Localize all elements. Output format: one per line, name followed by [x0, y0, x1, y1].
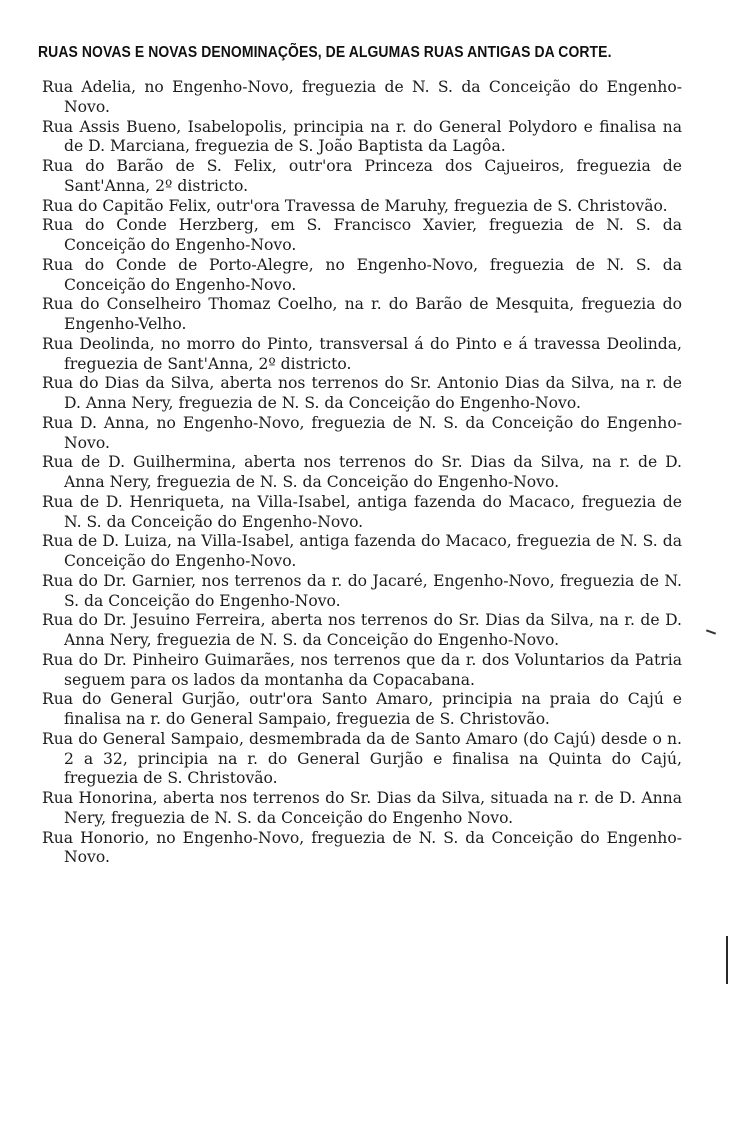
street-entry: Rua do Conde de Porto-Alegre, no Engenho-Novo, freguezia de N. S. da Conceição do Engenho-Novo. — [42, 255, 682, 294]
street-entry: Rua de D. Henriqueta, na Villa-Isabel, antiga fazenda do Macaco, freguezia de N. S. da Conceição do Engenho-Novo. — [42, 492, 682, 531]
street-entry: Rua do Conselheiro Thomaz Coelho, na r. do Barão de Mesquita, freguezia do Engenho-Velho. — [42, 295, 682, 333]
street-entry: Rua de D. Luiza, na Villa-Isabel, antiga fazenda do Macaco, freguezia de N. S. da Conceição do Engenho-Novo. — [42, 532, 682, 570]
margin-mark — [706, 629, 716, 634]
street-entry: Rua do Capitão Felix, outr'ora Travessa de Maruhy, freguezia de S. Christovão. — [42, 196, 668, 215]
street-entry: Rua do Dr. Jesuino Ferreira, aberta nos terrenos do Sr. Dias da Silva, na r. de D. Anna Nery, freguezia de N. S. da Conceição do Engenho-Novo. — [42, 611, 682, 649]
street-entry: Rua do General Gurjão, outr'ora Santo Amaro, principia na praia do Cajú e finalisa na r. do General Sampaio, freguezia de S. Christovão. — [42, 690, 682, 728]
street-list — [42, 78, 682, 868]
street-entry: Rua D. Anna, no Engenho-Novo, freguezia de N. S. da Conceição do Engenho-Novo. — [42, 413, 682, 452]
street-entry: Rua do Conde Herzberg, em S. Francisco Xavier, freguezia de N. S. da Conceição do Engenho-Novo. — [42, 216, 682, 254]
street-entry: Rua do Dr. Garnier, nos terrenos da r. do Jacaré, Engenho-Novo, freguezia de N. S. da Conceição do Engenho-Novo. — [42, 571, 682, 610]
street-entry: Rua Honorio, no Engenho-Novo, freguezia de N. S. da Conceição do Engenho-Novo. — [42, 828, 682, 867]
street-entry: Rua do Dias da Silva, aberta nos terrenos do Sr. Antonio Dias da Silva, na r. de D. Anna Nery, freguezia de N. S. da Conceição do Engenho-Novo. — [42, 374, 682, 412]
street-entry: Rua Assis Bueno, Isabelopolis, principia na r. do General Polydoro e finalisa na de D. Marciana, freguezia de S. João Baptista da Lagôa. — [42, 117, 682, 156]
page-heading: RUAS NOVAS E NOVAS DENOMINAÇÕES, DE ALGUMAS RUAS ANTIGAS DA CORTE. — [38, 44, 612, 61]
street-entry: Rua do General Sampaio, desmembrada da de Santo Amaro (do Cajú) desde o n. 2 a 32, principia na r. do General Gurjão e finalisa na Quinta do Cajú, freguezia de S. Christovão. — [42, 729, 682, 788]
street-entry: Rua de D. Guilhermina, aberta nos terrenos do Sr. Dias da Silva, na r. de D. Anna Nery, freguezia de N. S. da Conceição do Engenho-Novo. — [42, 453, 682, 491]
street-entry: Rua Honorina, aberta nos terrenos do Sr. Dias da Silva, situada na r. de D. Anna Nery, freguezia de N. S. da Conceição do Engenho Novo. — [42, 789, 682, 827]
street-entry: Rua do Dr. Pinheiro Guimarães, nos terrenos que da r. dos Voluntarios da Patria seguem para os lados da montanha da Copacabana. — [42, 650, 682, 689]
margin-rule — [726, 936, 728, 984]
street-entry: Rua do Barão de S. Felix, outr'ora Princeza dos Cajueiros, freguezia de Sant'Anna, 2º districto. — [42, 157, 682, 195]
street-entry: Rua Deolinda, no morro do Pinto, transversal á do Pinto e á travessa Deolinda, freguezia de Sant'Anna, 2º districto. — [42, 334, 682, 373]
street-entry: Rua Adelia, no Engenho-Novo, freguezia de N. S. da Conceição do Engenho-Novo. — [42, 78, 682, 116]
